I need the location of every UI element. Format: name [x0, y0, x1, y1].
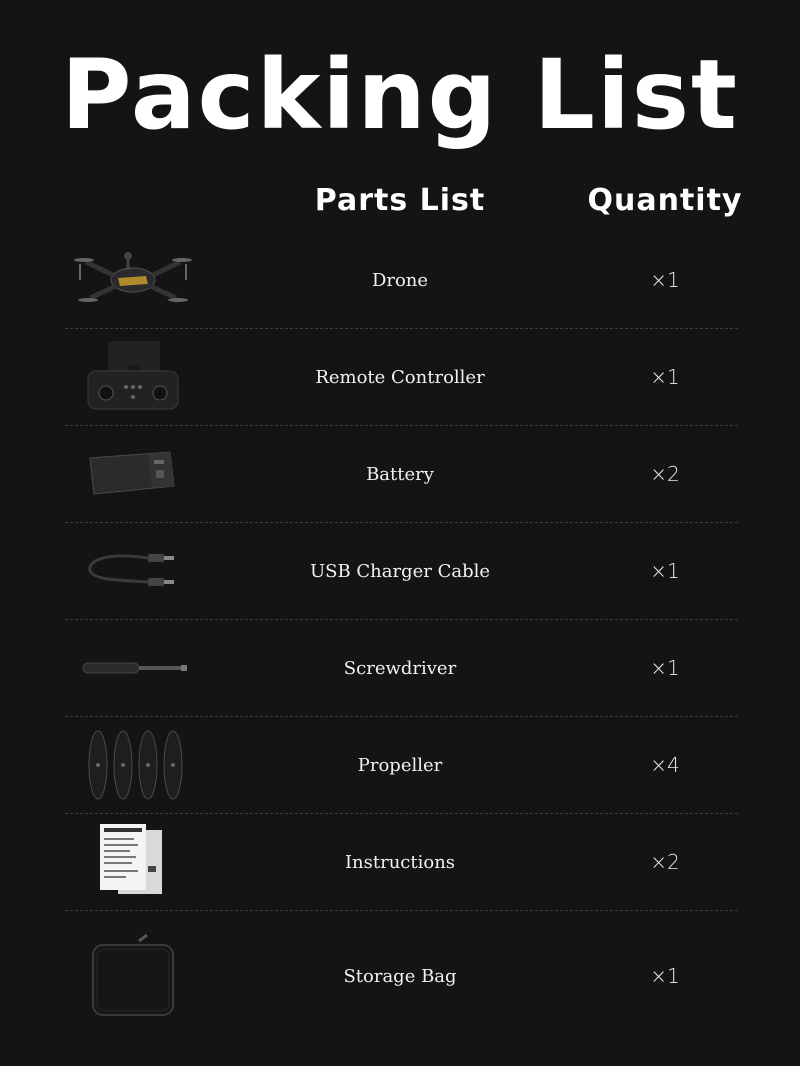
- item-quantity: ×2: [650, 850, 680, 874]
- item-quantity: ×2: [650, 462, 680, 486]
- item-name: Screwdriver: [343, 657, 457, 679]
- propeller-icon: [65, 717, 200, 813]
- table-row: [65, 329, 738, 426]
- table-row: [65, 232, 738, 329]
- item-quantity: ×1: [650, 656, 680, 680]
- item-name: Instructions: [344, 851, 456, 873]
- table-row: [65, 717, 738, 814]
- parts-list-header: Parts List: [314, 183, 486, 218]
- item-name: Remote Controller: [315, 366, 485, 388]
- item-name: Propeller: [357, 754, 443, 776]
- table-row: [65, 620, 738, 717]
- usb-cable-icon: [65, 523, 200, 619]
- table-row: [65, 814, 738, 911]
- page-title: Packing List: [61, 39, 739, 151]
- table-row: [65, 523, 738, 620]
- table-row: [65, 911, 738, 1041]
- item-quantity: ×1: [650, 365, 680, 389]
- item-quantity: ×4: [650, 753, 680, 777]
- packing-table: [65, 232, 738, 1041]
- item-name: Storage Bag: [343, 965, 457, 987]
- remote-controller-icon: [65, 329, 200, 425]
- instructions-icon: [65, 814, 200, 910]
- table-row: [65, 426, 738, 523]
- battery-icon: [65, 426, 200, 522]
- drone-icon: [65, 232, 200, 328]
- item-name: Drone: [371, 269, 429, 291]
- item-quantity: ×1: [650, 964, 680, 988]
- quantity-header: Quantity: [587, 183, 743, 218]
- item-name: USB Charger Cable: [309, 560, 491, 582]
- screwdriver-icon: [65, 620, 200, 716]
- item-quantity: ×1: [650, 268, 680, 292]
- storage-bag-icon: [65, 911, 200, 1041]
- item-name: Battery: [366, 463, 434, 485]
- item-quantity: ×1: [650, 559, 680, 583]
